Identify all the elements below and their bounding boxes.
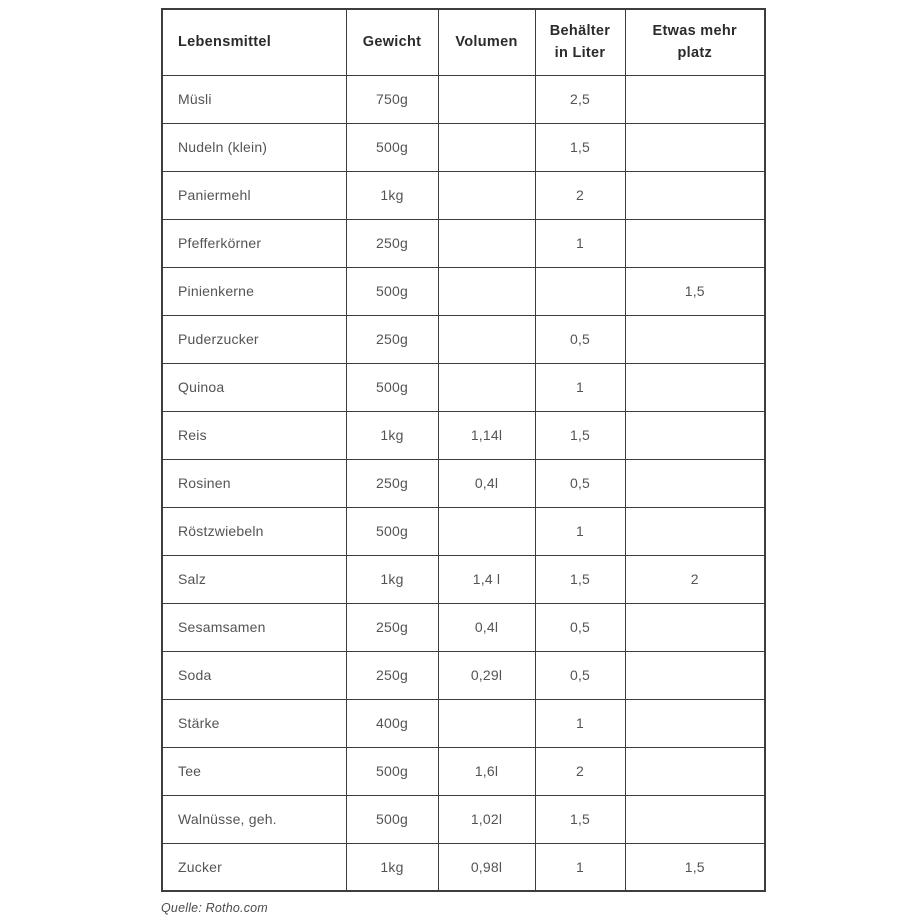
cell-behaelter_in_liter (535, 267, 625, 315)
cell-gewicht: 1kg (346, 171, 438, 219)
cell-gewicht: 500g (346, 123, 438, 171)
cell-etwas_mehr_platz (625, 699, 765, 747)
cell-volumen: 1,14l (438, 411, 535, 459)
cell-volumen (438, 123, 535, 171)
cell-etwas_mehr_platz (625, 171, 765, 219)
cell-etwas_mehr_platz: 2 (625, 555, 765, 603)
cell-behaelter_in_liter: 0,5 (535, 315, 625, 363)
cell-volumen: 0,29l (438, 651, 535, 699)
cell-gewicht: 500g (346, 267, 438, 315)
column-header-label: Lebensmittel (178, 33, 272, 50)
cell-lebensmittel: Stärke (162, 699, 346, 747)
cell-lebensmittel: Pinienkerne (162, 267, 346, 315)
cell-volumen: 1,4 l (438, 555, 535, 603)
cell-gewicht: 250g (346, 603, 438, 651)
cell-etwas_mehr_platz (625, 219, 765, 267)
table-row (162, 843, 765, 891)
cell-behaelter_in_liter: 1 (535, 843, 625, 891)
cell-etwas_mehr_platz (625, 363, 765, 411)
cell-gewicht: 500g (346, 507, 438, 555)
cell-lebensmittel: Tee (162, 747, 346, 795)
table-row (162, 219, 765, 267)
cell-lebensmittel: Paniermehl (162, 171, 346, 219)
column-header-volumen (438, 9, 535, 75)
source-attribution: Quelle: Rotho.com (161, 901, 268, 915)
column-header-label: Behälter in Liter (549, 22, 611, 62)
cell-lebensmittel: Nudeln (klein) (162, 123, 346, 171)
cell-lebensmittel: Pfefferkörner (162, 219, 346, 267)
table-row (162, 315, 765, 363)
table-row (162, 507, 765, 555)
cell-gewicht: 250g (346, 219, 438, 267)
cell-behaelter_in_liter: 2 (535, 171, 625, 219)
cell-volumen: 0,4l (438, 459, 535, 507)
table-row (162, 555, 765, 603)
table-row (162, 651, 765, 699)
cell-behaelter_in_liter: 2,5 (535, 75, 625, 123)
cell-volumen (438, 699, 535, 747)
cell-behaelter_in_liter: 2 (535, 747, 625, 795)
cell-etwas_mehr_platz: 1,5 (625, 843, 765, 891)
table-row (162, 171, 765, 219)
cell-etwas_mehr_platz (625, 507, 765, 555)
cell-lebensmittel: Salz (162, 555, 346, 603)
table-row (162, 123, 765, 171)
cell-lebensmittel: Reis (162, 411, 346, 459)
table-row (162, 603, 765, 651)
column-header-gewicht (346, 9, 438, 75)
cell-behaelter_in_liter: 1 (535, 699, 625, 747)
cell-etwas_mehr_platz (625, 795, 765, 843)
table-row (162, 267, 765, 315)
cell-behaelter_in_liter: 1,5 (535, 795, 625, 843)
cell-behaelter_in_liter: 1,5 (535, 555, 625, 603)
cell-etwas_mehr_platz (625, 123, 765, 171)
cell-gewicht: 400g (346, 699, 438, 747)
cell-gewicht: 500g (346, 795, 438, 843)
cell-lebensmittel: Röstzwiebeln (162, 507, 346, 555)
cell-lebensmittel: Sesamsamen (162, 603, 346, 651)
cell-volumen: 0,4l (438, 603, 535, 651)
cell-lebensmittel: Soda (162, 651, 346, 699)
column-header-lebensmittel (162, 9, 346, 75)
cell-gewicht: 1kg (346, 843, 438, 891)
cell-behaelter_in_liter: 1 (535, 363, 625, 411)
column-header-behaelter_in_liter (535, 9, 625, 75)
cell-volumen (438, 171, 535, 219)
cell-behaelter_in_liter: 0,5 (535, 651, 625, 699)
cell-lebensmittel: Rosinen (162, 459, 346, 507)
cell-gewicht: 750g (346, 75, 438, 123)
cell-volumen (438, 219, 535, 267)
table-row (162, 747, 765, 795)
cell-lebensmittel: Quinoa (162, 363, 346, 411)
cell-behaelter_in_liter: 1,5 (535, 123, 625, 171)
cell-volumen: 1,02l (438, 795, 535, 843)
cell-volumen (438, 75, 535, 123)
cell-behaelter_in_liter: 0,5 (535, 603, 625, 651)
food-storage-table-container (161, 8, 766, 892)
cell-gewicht: 1kg (346, 411, 438, 459)
table-row (162, 795, 765, 843)
cell-lebensmittel: Müsli (162, 75, 346, 123)
cell-etwas_mehr_platz: 1,5 (625, 267, 765, 315)
cell-etwas_mehr_platz (625, 603, 765, 651)
table-header (162, 9, 765, 75)
cell-volumen: 1,6l (438, 747, 535, 795)
cell-gewicht: 250g (346, 459, 438, 507)
column-header-label: Etwas mehr platz (652, 22, 737, 62)
cell-gewicht: 250g (346, 651, 438, 699)
cell-etwas_mehr_platz (625, 459, 765, 507)
table-row (162, 75, 765, 123)
table-row (162, 459, 765, 507)
column-header-label: Volumen (455, 33, 518, 50)
table-row (162, 699, 765, 747)
cell-gewicht: 250g (346, 315, 438, 363)
cell-behaelter_in_liter: 0,5 (535, 459, 625, 507)
column-header-etwas_mehr_platz (625, 9, 765, 75)
column-header-label: Gewicht (362, 33, 422, 50)
cell-volumen (438, 315, 535, 363)
cell-behaelter_in_liter: 1,5 (535, 411, 625, 459)
cell-behaelter_in_liter: 1 (535, 219, 625, 267)
cell-lebensmittel: Walnüsse, geh. (162, 795, 346, 843)
food-storage-table (161, 8, 766, 892)
cell-behaelter_in_liter: 1 (535, 507, 625, 555)
cell-etwas_mehr_platz (625, 75, 765, 123)
cell-etwas_mehr_platz (625, 747, 765, 795)
cell-volumen (438, 363, 535, 411)
table-body (162, 75, 765, 891)
cell-etwas_mehr_platz (625, 411, 765, 459)
cell-lebensmittel: Zucker (162, 843, 346, 891)
cell-lebensmittel: Puderzucker (162, 315, 346, 363)
cell-gewicht: 1kg (346, 555, 438, 603)
cell-etwas_mehr_platz (625, 651, 765, 699)
cell-volumen: 0,98l (438, 843, 535, 891)
table-row (162, 363, 765, 411)
cell-volumen (438, 507, 535, 555)
cell-gewicht: 500g (346, 363, 438, 411)
table-header-row (162, 9, 765, 75)
cell-etwas_mehr_platz (625, 315, 765, 363)
cell-volumen (438, 267, 535, 315)
table-row (162, 411, 765, 459)
cell-gewicht: 500g (346, 747, 438, 795)
